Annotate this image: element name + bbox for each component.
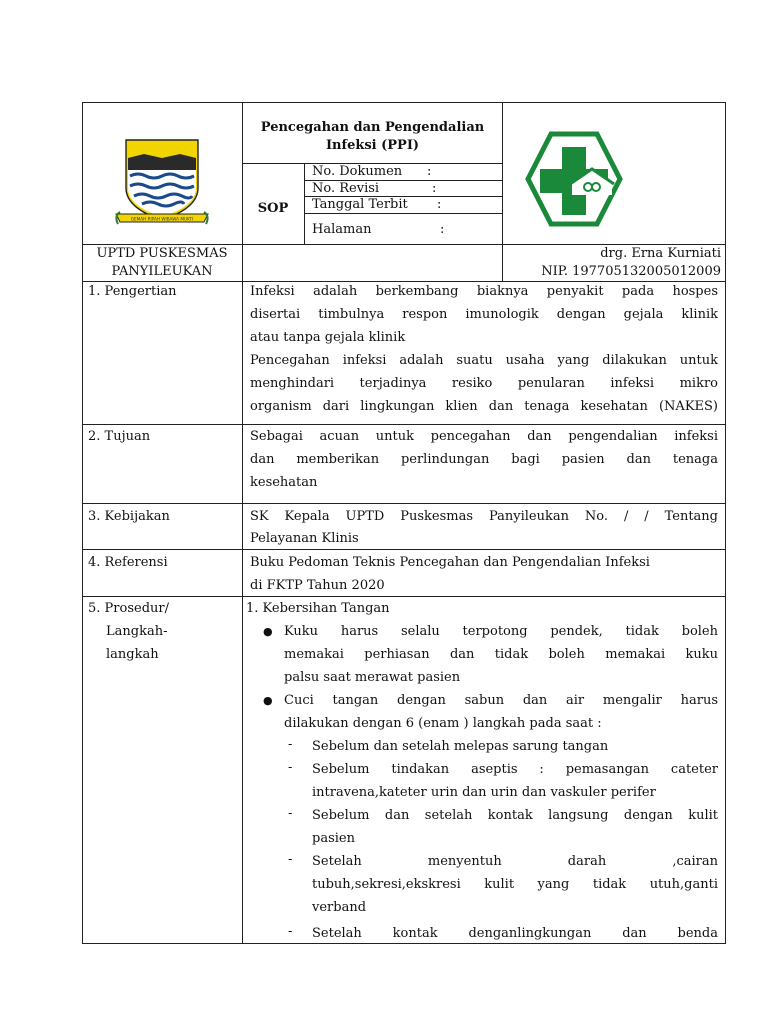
org-name-line1: UPTD PUSKESMAS	[96, 246, 228, 261]
step-3-line-1: Sebelum dan setelah kontak langsung dengan kulit	[312, 808, 718, 823]
tujuan-line-2: dan memberikan perlindungan bagi pasien dan tenaga	[250, 452, 718, 467]
bullet-dot-1: ●	[263, 625, 273, 638]
bullet1-line-1: Kuku harus selalu terpotong pendek, tidak boleh	[284, 624, 718, 639]
referensi-line-2: di FKTP Tahun 2020	[250, 578, 385, 593]
bullet2-line-2: dilakukan dengan 6 (enam ) langkah pada saat :	[284, 716, 602, 731]
tujuan-line-3: kesehatan	[250, 475, 318, 490]
org-name-line2: PANYILEUKAN	[111, 264, 213, 279]
border-top	[82, 102, 726, 103]
bullet1-line-2: memakai perhiasan dan tidak boleh memakai kuku	[284, 647, 718, 662]
meta-halaman-colon: :	[440, 222, 445, 237]
prosedur-label-line1: 5. Prosedur/	[88, 601, 169, 616]
pengertian-line-6: organism dari lingkungan klien dan tenaga kesehatan (NAKES)	[250, 399, 718, 414]
rule-col-1	[242, 102, 243, 944]
prosedur-heading: 1. Kebersihan Tangan	[246, 601, 390, 616]
step-4-line-1: Setelah menyentuh darah ,cairan	[312, 854, 718, 869]
kebijakan-label: 3. Kebijakan	[88, 509, 170, 524]
signer-name: drg. Erna Kurniati	[600, 246, 721, 261]
tujuan-line-1: Sebagai acuan untuk pencegahan dan pengendalian infeksi	[250, 429, 718, 444]
border-right	[725, 102, 726, 944]
bandung-seal-logo	[112, 134, 212, 232]
rule-tujuan-bottom	[82, 503, 726, 504]
pengertian-line-5: menghindari terjadinya resiko penularan infeksi mikro	[250, 376, 718, 391]
seal-motto: GEMAH RIPAH WIBAWA MUKTI	[130, 216, 194, 222]
meta-tanggal-terbit-label: Tanggal Terbit	[312, 197, 408, 212]
meta-no-dokumen-colon: :	[427, 164, 432, 179]
dash-2: -	[288, 760, 293, 775]
rule-meta-3	[304, 213, 503, 214]
bullet1-line-3: palsu saat merawat pasien	[284, 670, 461, 685]
meta-tanggal-terbit-colon: :	[437, 197, 442, 212]
step-2-line-1: Sebelum tindakan aseptis : pemasangan cateter	[312, 762, 718, 777]
pengertian-line-1: Infeksi adalah berkembang biaknya penyakit pada hospes	[250, 284, 718, 299]
rule-col-sop	[304, 163, 305, 244]
pengertian-line-2: disertai timbulnya respon imunologik dengan gejala klinik	[250, 307, 718, 322]
border-left	[82, 102, 83, 944]
sop-document	[82, 102, 726, 944]
pengertian-line-3: atau tanpa gejala klinik	[250, 330, 406, 345]
pengertian-label: 1. Pengertian	[88, 284, 177, 299]
step-3-line-2: pasien	[312, 831, 355, 846]
prosedur-label-line2: Langkah-	[106, 624, 168, 639]
meta-halaman-label: Halaman	[312, 222, 372, 237]
step-5-line-1: Setelah kontak denganlingkungan dan benda	[312, 926, 718, 941]
meta-no-revisi-label: No. Revisi	[312, 181, 380, 196]
doc-title-line2: Infeksi (PPI)	[325, 138, 420, 153]
doc-title-line1: Pencegahan dan Pengendalian	[260, 120, 485, 135]
referensi-line-1: Buku Pedoman Teknis Pencegahan dan Pengendalian Infeksi	[250, 555, 650, 570]
prosedur-label-line3: langkah	[106, 647, 159, 662]
dash-1: -	[288, 737, 293, 752]
step-4-line-3: verband	[312, 900, 367, 915]
bullet-dot-2: ●	[263, 694, 273, 707]
dash-3: -	[288, 806, 293, 821]
step-2-line-2: intravena,kateter urin dan urin dan vaskuler perifer	[312, 785, 656, 800]
meta-no-revisi-colon: :	[432, 181, 437, 196]
step-4-line-2: tubuh,sekresi,ekskresi kulit yang tidak utuh,ganti	[312, 877, 718, 892]
referensi-label: 4. Referensi	[88, 555, 168, 570]
bullet2-line-1: Cuci tangan dengan sabun dan air mengalir harus	[284, 693, 718, 708]
dash-4: -	[288, 852, 293, 867]
kebijakan-line-1: SK Kepala UPTD Puskesmas Panyileukan No. / / Tentang	[250, 509, 718, 524]
meta-no-dokumen-label: No. Dokumen	[312, 164, 403, 179]
pengertian-line-4: Pencegahan infeksi adalah suatu usaha yang dilakukan untuk	[250, 353, 718, 368]
step-1-line-1: Sebelum dan setelah melepas sarung tangan	[312, 739, 609, 754]
sop-label: SOP	[257, 201, 289, 216]
signer-nip: NIP. 197705132005012009	[541, 264, 721, 279]
dash-5: -	[288, 924, 293, 939]
kebijakan-line-2: Pelayanan Klinis	[250, 531, 359, 546]
tujuan-label: 2. Tujuan	[88, 429, 151, 444]
puskesmas-logo	[524, 131, 624, 227]
